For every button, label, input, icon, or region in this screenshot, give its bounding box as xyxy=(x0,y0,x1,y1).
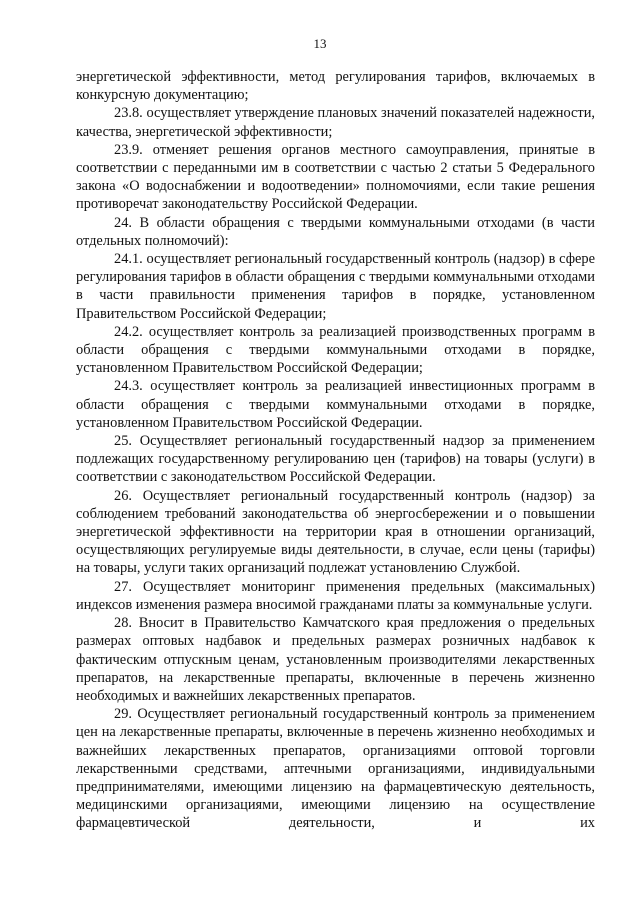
paragraph-29: 29. Осуществляет региональный государственный контроль за применением цен на лекарственные препараты, включенные в перечень жизненно необходимых и важнейших лекарственных препаратов, организациями оптовой торговли лекарственными средствами, аптечными организациями, индивидуальными предпринимателями, имеющими лицензию на фармацевтическую деятельность, медицинскими организациями, имеющими лицензию на осуществление фармацевтической деятельности, и их xyxy=(76,706,595,832)
page-number: 13 xyxy=(313,36,327,51)
document-body xyxy=(76,68,595,833)
paragraph-24-1: 24.1. осуществляет региональный государственный контроль (надзор) в сфере регулирования тарифов в области обращения с твердыми коммунальными отходами в части правильности применения тарифов в порядке, установленном Правительством Российской Федерации; xyxy=(76,251,595,322)
paragraph-27: 27. Осуществляет мониторинг применения предельных (максимальных) индексов изменения размера вносимой гражданами платы за коммунальные услуги. xyxy=(76,578,595,613)
paragraph-24-2: 24.2. осуществляет контроль за реализацией производственных программ в области обращения с твердыми коммунальными отходами в порядке, установленном Правительством Российской Федерации; xyxy=(76,323,595,377)
paragraph-24-3: 24.3. осуществляет контроль за реализацией инвестиционных программ в области обращения с твердыми коммунальными отходами в порядке, установленном Правительством Российской Федерации. xyxy=(76,378,595,431)
paragraph-continuation: энергетической эффективности, метод регулирования тарифов, включаемых в конкурсную документацию; xyxy=(76,69,595,104)
paragraph-24: 24. В области обращения с твердыми коммунальными отходами (в части отдельных полномочий): xyxy=(76,214,595,249)
paragraph-23-9: 23.9. отменяет решения органов местного самоуправления, принятые в соответствии с переданными им в соответствии с частью 2 статьи 5 Федерального закона «О водоснабжении и водоотведении» полномочиями, если такие решения противоречат законодательству Российской Федерации. xyxy=(76,141,595,213)
paragraph-23-8: 23.8. осуществляет утверждение плановых значений показателей надежности, качества, энергетической эффективности; xyxy=(76,105,595,140)
paragraph-25: 25. Осуществляет региональный государственный надзор за применением подлежащих государственному регулированию цен (тарифов) на товары (услуги) в соответствии с законодательством Российской Федерации. xyxy=(76,433,595,486)
paragraph-28: 28. Вносит в Правительство Камчатского края предложения о предельных размерах оптовых надбавок и предельных размерах розничных надбавок к фактическим отпускным ценам, установленным производителями лекарственных препаратов, на лекарственные препараты, включенные в перечень жизненно необходимых и важнейших лекарственных препаратов. xyxy=(76,615,595,704)
paragraph-26: 26. Осуществляет региональный государственный контроль (надзор) за соблюдением требований законодательства об энергосбережении и о повышении энергетической эффективности на территории края в отношении организаций, осуществляющих регулируемые виды деятельности, в случае, если цены (тарифы) на товары, услуги таких организаций подлежат установлению Службой. xyxy=(76,487,595,577)
